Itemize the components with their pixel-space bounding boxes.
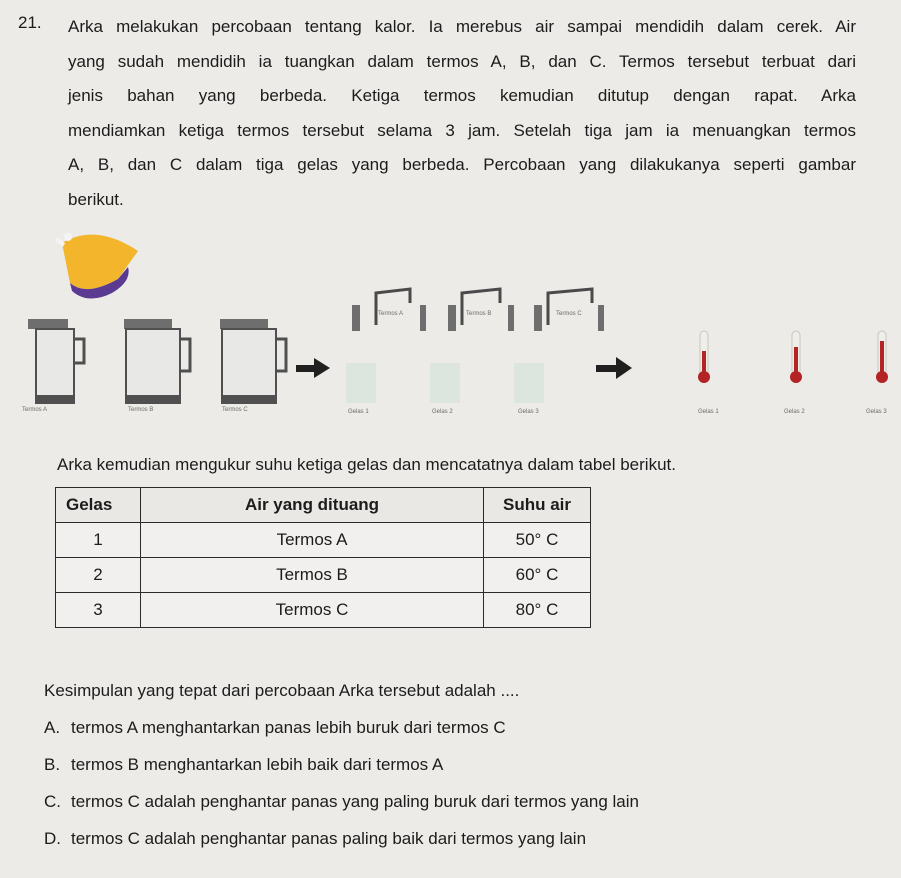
glass-1-icon (346, 363, 376, 403)
table-row (56, 558, 591, 593)
glass-1-label: Gelas 1 (348, 409, 369, 415)
table-cell: Termos B (141, 558, 484, 593)
lid-c-label: Termos C (556, 311, 582, 317)
option-c[interactable] (44, 792, 639, 812)
glass-2-icon (430, 363, 460, 403)
table-cell: 50° C (484, 523, 591, 558)
paragraph-line: mendiamkan ketiga termos tersebut selama 3 jam. Setelah tiga jam ia menuangkan termos (68, 120, 856, 140)
table-cell: 2 (56, 558, 141, 593)
table-cell: Termos C (141, 593, 484, 628)
glass-2-label: Gelas 2 (432, 409, 453, 415)
thermometer-1-icon (698, 331, 710, 383)
option-letter: C. (44, 792, 61, 811)
table-row (56, 523, 591, 558)
table-cell: 80° C (484, 593, 591, 628)
thermometer-3-label: Gelas 3 (866, 409, 887, 415)
thermos-a-label: Termos A (22, 407, 48, 413)
table-cell: Termos A (141, 523, 484, 558)
thermos-b-icon (124, 319, 190, 403)
table-cell: 60° C (484, 558, 591, 593)
option-letter: A. (44, 718, 61, 737)
column-header: Air yang dituang (141, 488, 484, 523)
thermometer-1-label: Gelas 1 (698, 409, 719, 415)
thermos-lid-a-icon (352, 289, 426, 331)
option-text: termos B menghantarkan lebih baik dari termos A (71, 755, 444, 774)
question-number: 21. (18, 13, 42, 32)
paragraph-line: Arka melakukan percobaan tentang kalor. Ia merebus air sampai mendidih dalam cerek. Air (68, 17, 856, 36)
thermometer-2-label: Gelas 2 (784, 409, 805, 415)
kettle-icon (56, 233, 138, 299)
question-paragraph (68, 10, 856, 217)
table-header-row (56, 488, 591, 523)
experiment-illustration (0, 215, 901, 430)
glass-3-label: Gelas 3 (518, 409, 539, 415)
column-header: Gelas (56, 488, 141, 523)
arrow-right-icon (596, 357, 632, 379)
paragraph-line: A, B, dan C dalam tiga gelas yang berbeda. Percobaan yang dilakukanya seperti gambar (68, 155, 856, 174)
option-text: termos C adalah penghantar panas paling baik dari termos yang lain (71, 829, 587, 848)
lid-b-label: Termos B (466, 311, 492, 317)
experiment-figure (0, 215, 901, 430)
thermos-a-icon (28, 319, 84, 403)
thermos-c-label: Termos C (222, 407, 248, 413)
option-letter: B. (44, 755, 61, 774)
option-a[interactable] (44, 718, 506, 738)
glass-3-icon (514, 363, 544, 403)
option-text: termos C adalah penghantar panas yang paling buruk dari termos yang lain (71, 792, 639, 811)
thermometer-2-icon (790, 331, 802, 383)
temperature-table (55, 487, 591, 628)
option-letter: D. (44, 829, 61, 848)
option-text: termos A menghantarkan panas lebih buruk dari termos C (71, 718, 506, 737)
paragraph-line: jenis bahan yang berbeda. Ketiga termos kemudian ditutup dengan rapat. Arka (68, 86, 856, 105)
thermos-b-label: Termos B (128, 407, 154, 413)
thermometer-3-icon (876, 331, 888, 383)
thermos-lid-c-icon (534, 289, 604, 331)
option-b[interactable] (44, 755, 443, 775)
lid-a-label: Termos A (378, 311, 404, 317)
table-cell: 3 (56, 593, 141, 628)
table-row (56, 593, 591, 628)
option-d[interactable] (44, 829, 586, 849)
thermos-lid-b-icon (448, 289, 514, 331)
table-intro: Arka kemudian mengukur suhu ketiga gelas dan mencatatnya dalam tabel berikut. (57, 455, 676, 474)
arrow-right-icon (296, 358, 330, 378)
conclusion-prompt: Kesimpulan yang tepat dari percobaan Arka tersebut adalah .... (44, 681, 520, 700)
thermos-c-icon (220, 319, 286, 403)
paragraph-line: berikut. (68, 189, 124, 209)
paragraph-line: yang sudah mendidih ia tuangkan dalam termos A, B, dan C. Termos tersebut terbuat dari (68, 51, 856, 71)
table-cell: 1 (56, 523, 141, 558)
column-header: Suhu air (484, 488, 591, 523)
